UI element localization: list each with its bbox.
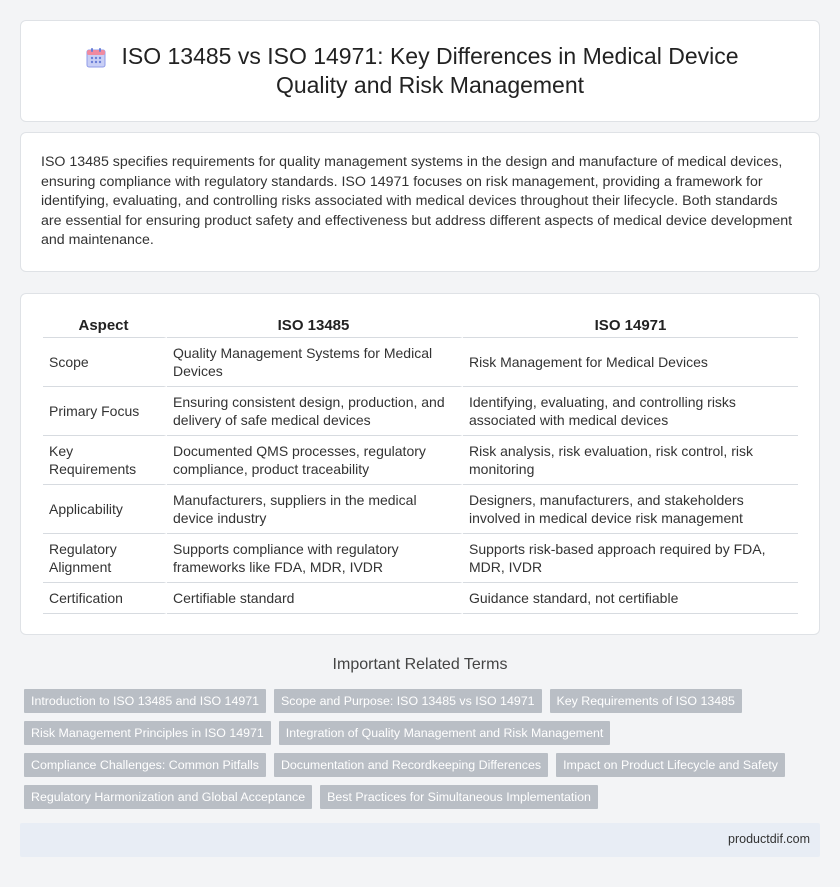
related-term-tag[interactable]: Risk Management Principles in ISO 14971 bbox=[24, 721, 271, 745]
aspect-cell: Key Requirements bbox=[43, 436, 167, 485]
header-aspect: Aspect bbox=[43, 314, 167, 338]
related-term-tag[interactable]: Best Practices for Simultaneous Implementation bbox=[320, 785, 598, 809]
related-term-tag[interactable]: Scope and Purpose: ISO 13485 vs ISO 14971 bbox=[274, 689, 542, 713]
related-term-tag[interactable]: Key Requirements of ISO 13485 bbox=[550, 689, 742, 713]
footer-site-link[interactable]: productdif.com bbox=[728, 832, 810, 846]
aspect-cell: Primary Focus bbox=[43, 387, 167, 436]
iso-14971-cell: Identifying, evaluating, and controlling risks associated with medical devices bbox=[463, 387, 798, 436]
iso-14971-cell: Guidance standard, not certifiable bbox=[463, 583, 798, 614]
intro-paragraph: ISO 13485 specifies requirements for quality management systems in the design and manufacture of medical devices, ensuring compliance with regulatory standards. ISO 14971 focuses on risk management, providing a framework for identifying, evaluating, and controlling risks associated with medical devices throughout their lifecycle. Both standards are essential for ensuring product safety and effectiveness but address different aspects of medical device development and maintenance. bbox=[41, 154, 793, 248]
related-term-tag[interactable]: Documentation and Recordkeeping Differences bbox=[274, 753, 548, 777]
aspect-cell: Regulatory Alignment bbox=[43, 534, 167, 583]
aspect-cell: Certification bbox=[43, 583, 167, 614]
header-iso-14971: ISO 14971 bbox=[463, 314, 798, 338]
iso-13485-cell: Certifiable standard bbox=[167, 583, 463, 614]
iso-13485-cell: Ensuring consistent design, production, and delivery of safe medical devices bbox=[167, 387, 463, 436]
related-term-tag[interactable]: Introduction to ISO 13485 and ISO 14971 bbox=[24, 689, 266, 713]
comparison-table bbox=[43, 314, 798, 614]
tag-row bbox=[24, 753, 814, 777]
iso-14971-cell: Risk Management for Medical Devices bbox=[463, 338, 798, 387]
related-terms-heading: Important Related Terms bbox=[332, 656, 508, 673]
table-row bbox=[43, 338, 798, 387]
comparison-table-card bbox=[20, 293, 820, 635]
table-row bbox=[43, 534, 798, 583]
iso-14971-cell: Risk analysis, risk evaluation, risk control, risk monitoring bbox=[463, 436, 798, 485]
table-header-row bbox=[43, 314, 798, 338]
table-row bbox=[43, 436, 798, 485]
iso-13485-cell: Supports compliance with regulatory frameworks like FDA, MDR, IVDR bbox=[167, 534, 463, 583]
iso-14971-cell: Designers, manufacturers, and stakeholders involved in medical device risk management bbox=[463, 485, 798, 534]
related-term-tag[interactable]: Impact on Product Lifecycle and Safety bbox=[556, 753, 785, 777]
iso-14971-cell: Supports risk-based approach required by FDA, MDR, IVDR bbox=[463, 534, 798, 583]
header-iso-13485: ISO 13485 bbox=[167, 314, 463, 338]
iso-13485-cell: Documented QMS processes, regulatory compliance, product traceability bbox=[167, 436, 463, 485]
aspect-cell: Applicability bbox=[43, 485, 167, 534]
related-term-tag[interactable]: Regulatory Harmonization and Global Acceptance bbox=[24, 785, 312, 809]
related-terms-tags bbox=[24, 689, 814, 817]
title-card bbox=[20, 20, 820, 122]
iso-13485-cell: Manufacturers, suppliers in the medical device industry bbox=[167, 485, 463, 534]
related-term-tag[interactable]: Integration of Quality Management and Risk Management bbox=[279, 721, 611, 745]
page-title: ISO 13485 vs ISO 14971: Key Differences in Medical Device Quality and Risk Management bbox=[121, 43, 739, 98]
related-term-tag[interactable]: Compliance Challenges: Common Pitfalls bbox=[24, 753, 266, 777]
tag-row bbox=[24, 721, 814, 745]
intro-card bbox=[20, 132, 820, 272]
tag-row bbox=[24, 689, 814, 713]
footer bbox=[20, 823, 820, 857]
aspect-cell: Scope bbox=[43, 338, 167, 387]
table-row bbox=[43, 583, 798, 614]
table-row bbox=[43, 387, 798, 436]
tag-row bbox=[24, 785, 814, 809]
iso-13485-cell: Quality Management Systems for Medical Devices bbox=[167, 338, 463, 387]
table-row bbox=[43, 485, 798, 534]
